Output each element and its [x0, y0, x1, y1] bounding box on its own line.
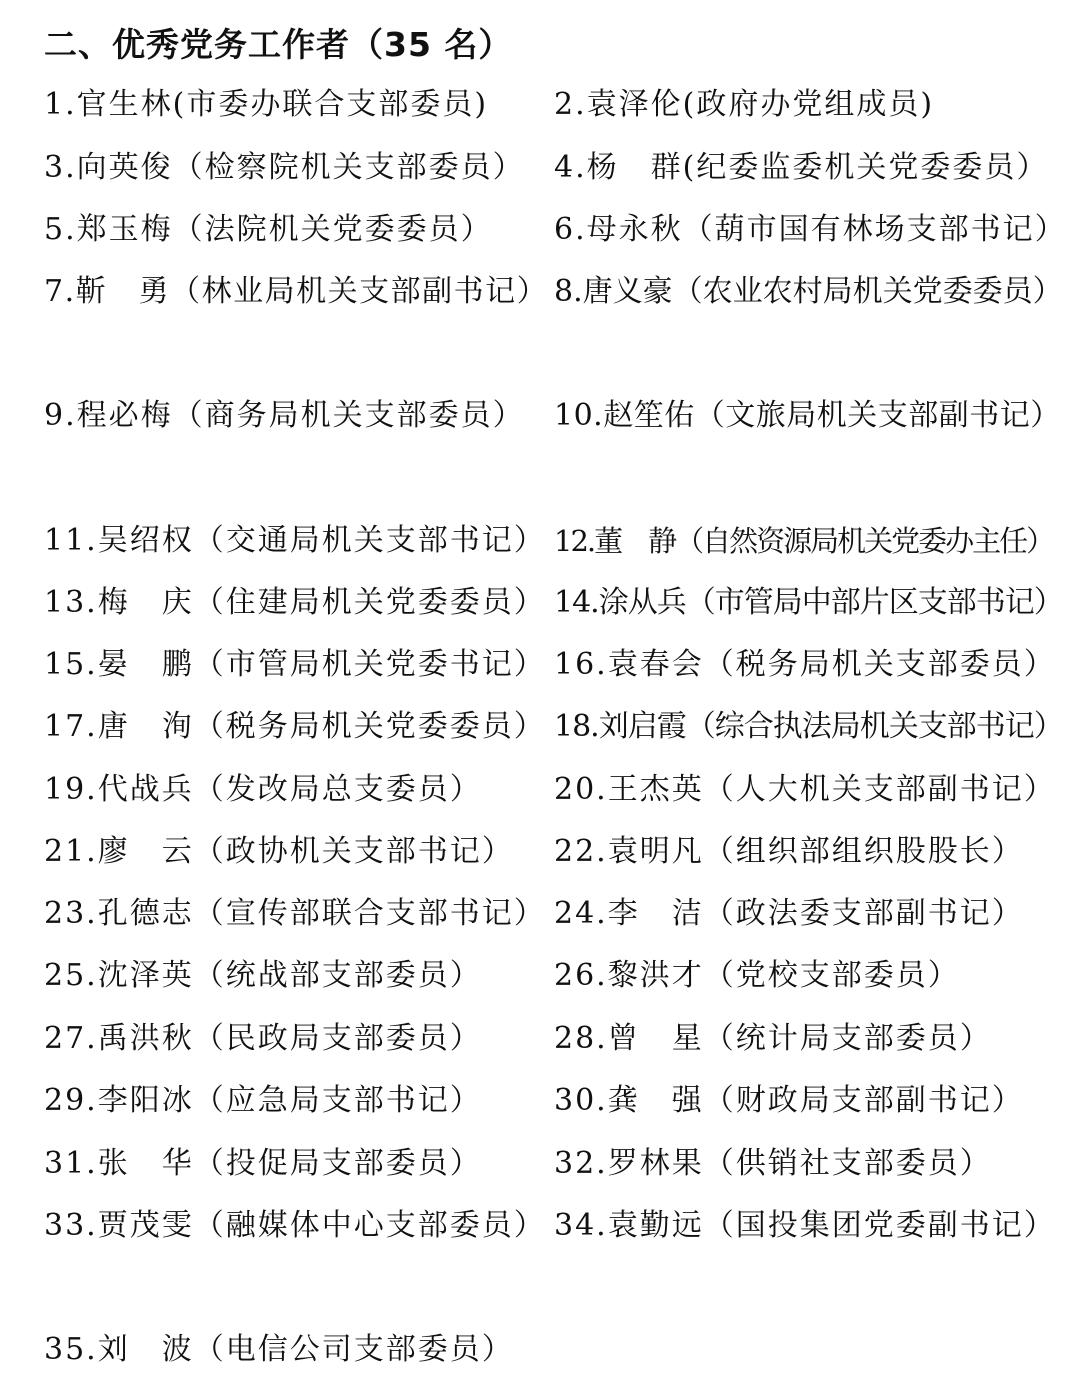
list-item: 26.黎洪才（党校支部委员）: [554, 958, 960, 993]
list-item: 24.李 洁（政法委支部副书记）: [554, 896, 1024, 931]
list-item: 28.曾 星（统计局支部委员）: [554, 1021, 992, 1056]
list-item: 17.唐 洵（税务局机关党委委员）: [44, 709, 546, 744]
list-item: 7.靳 勇（林业局机关支部副书记）: [44, 274, 549, 309]
list-item: 22.袁明凡（组织部组织股股长）: [554, 834, 1024, 869]
list-item: 6.母永秋（葫市国有林场支部书记）: [554, 212, 1067, 247]
list-item: 11.吴绍权（交通局机关支部书记）: [44, 523, 546, 558]
list-item: 16.袁春会（税务局机关支部委员）: [554, 647, 1056, 682]
section-heading: 二、优秀党务工作者（35 名）: [44, 25, 513, 64]
list-item: 34.袁勤远（国投集团党委副书记）: [554, 1208, 1056, 1243]
list-item: 27.禹洪秋（民政局支部委员）: [44, 1021, 482, 1056]
list-item: 31.张 华（投促局支部委员）: [44, 1146, 482, 1181]
list-item: 9.程必梅（商务局机关支部委员）: [44, 398, 525, 433]
list-item: 12.董 静（自然资源局机关党委办主任）: [554, 524, 1054, 558]
list-item: 5.郑玉梅（法院机关党委委员）: [44, 212, 493, 247]
list-item: 14.涂从兵（市管局中部片区支部书记）: [554, 585, 1063, 620]
list-item: 10.赵笙佑（文旅局机关支部副书记）: [554, 398, 1061, 433]
list-item: 32.罗林果（供销社支部委员）: [554, 1146, 992, 1181]
list-item: 33.贾茂雯（融媒体中心支部委员）: [44, 1208, 546, 1243]
list-item: 2.袁泽伦(政府办党组成员): [554, 87, 935, 122]
list-item: 1.官生林(市委办联合支部委员): [44, 87, 489, 122]
list-item: 35.刘 波（电信公司支部委员）: [44, 1332, 514, 1367]
list-item: 23.孔德志（宣传部联合支部书记）: [44, 896, 546, 931]
list-item: 19.代战兵（发改局总支委员）: [44, 772, 482, 807]
list-item: 3.向英俊（检察院机关支部委员）: [44, 150, 525, 185]
list-item: 18.刘启霞（综合执法局机关支部书记）: [554, 709, 1063, 744]
list-item: 29.李阳冰（应急局支部书记）: [44, 1083, 482, 1118]
list-item: 20.王杰英（人大机关支部副书记）: [554, 772, 1056, 807]
list-item: 25.沈泽英（统战部支部委员）: [44, 958, 482, 993]
list-item: 4.杨 群(纪委监委机关党委委员）: [554, 150, 1049, 185]
list-item: 13.梅 庆（住建局机关党委委员）: [44, 585, 546, 620]
list-item: 8.唐义豪（农业农村局机关党委委员）: [554, 274, 1063, 309]
list-item: 30.龚 强（财政局支部副书记）: [554, 1083, 1024, 1118]
list-item: 21.廖 云（政协机关支部书记）: [44, 834, 514, 869]
list-item: 15.晏 鹏（市管局机关党委书记）: [44, 647, 546, 682]
